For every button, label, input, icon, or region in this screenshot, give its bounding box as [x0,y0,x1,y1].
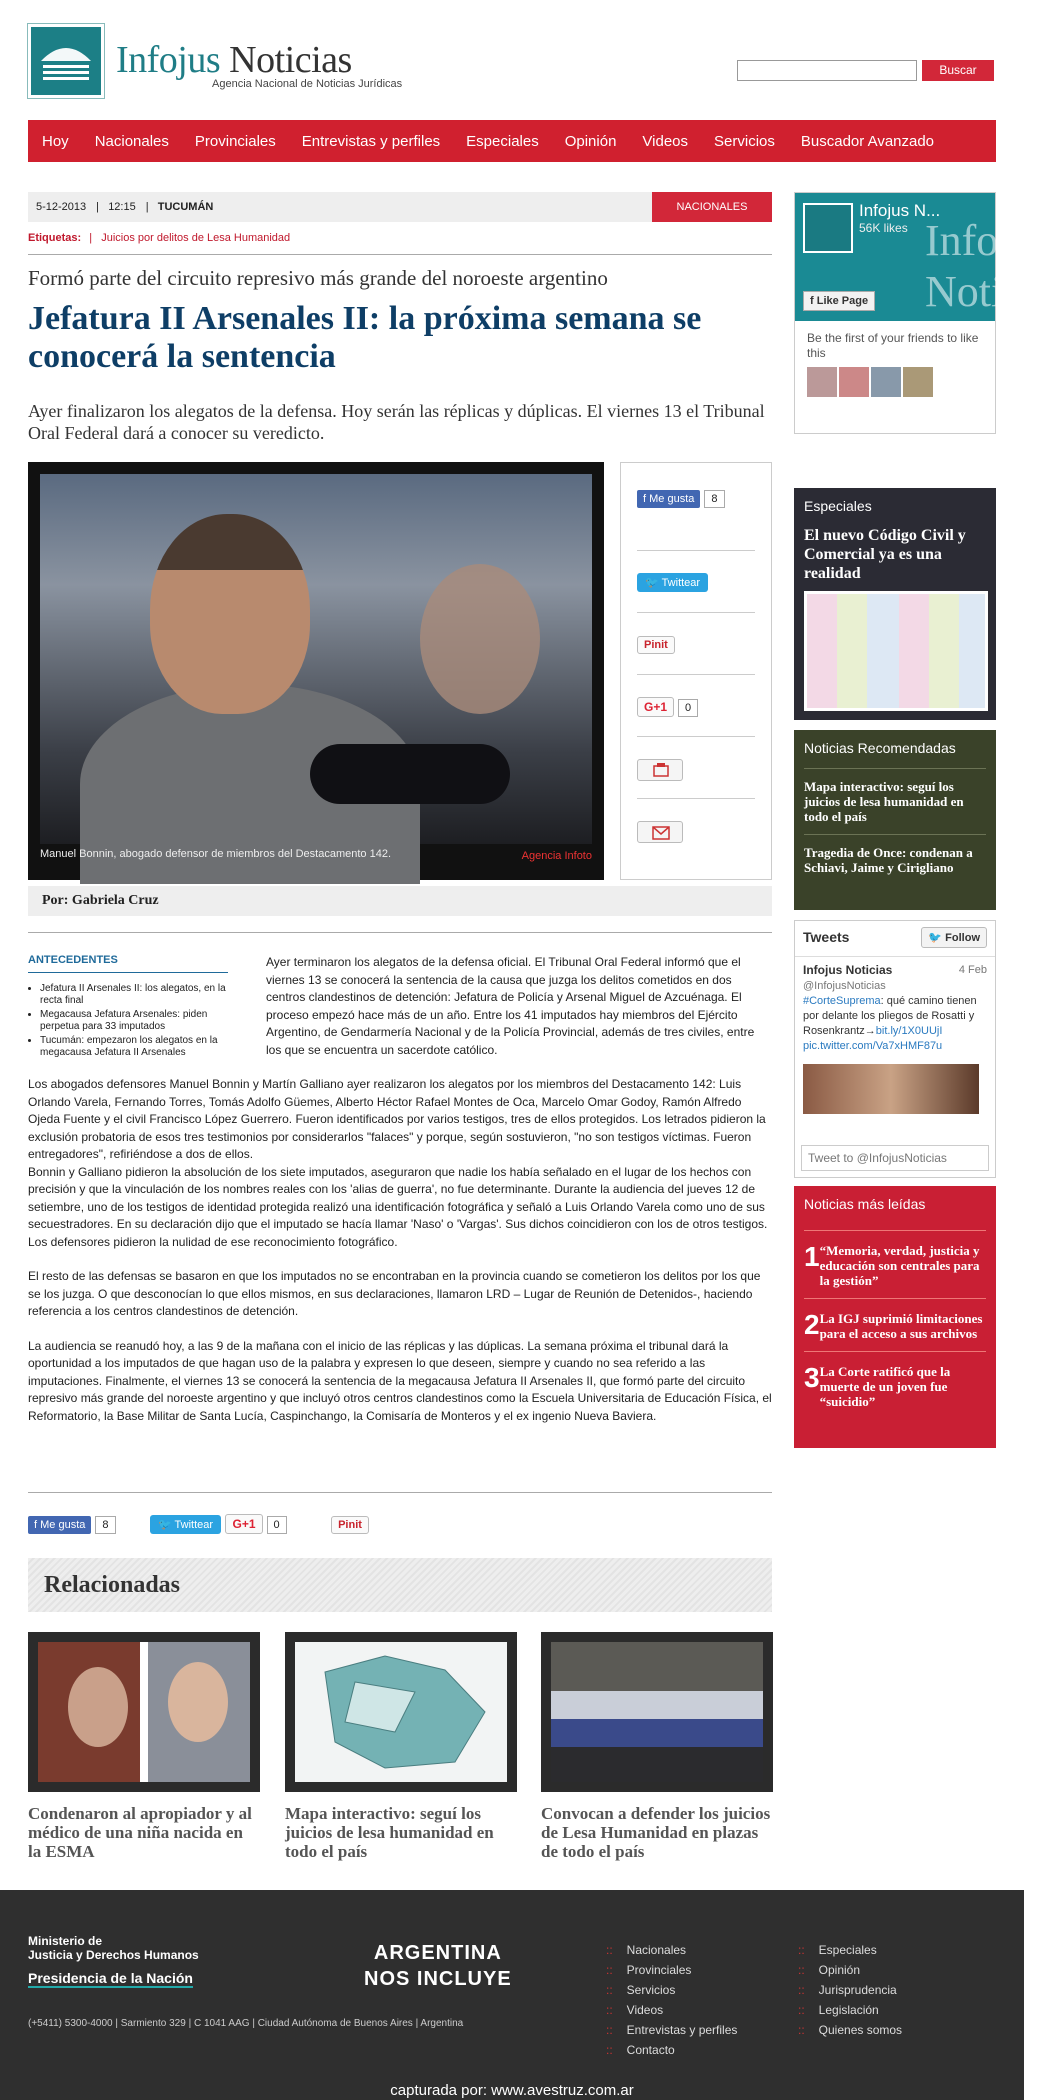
antecedente-link[interactable]: • Megacausa Jefatura Arsenales: piden perpetua para 33 imputados [40,1009,228,1033]
footer-link[interactable]: :: Servicios [606,1980,737,2000]
brand-name: Infojus Noticias [116,39,352,81]
tweet-button[interactable]: 🐦 Twittear [637,573,708,592]
related-headline[interactable]: Convocan a defender los juicios de Lesa Humanidad en plazas de todo el país [541,1804,771,1861]
friend-avatar[interactable] [871,367,901,397]
photo-credit: Agencia Infoto [521,850,592,862]
share-row [28,1514,772,1540]
footer-link[interactable]: :: Nacionales [606,1940,737,1960]
nav-item-buscador[interactable]: Buscador Avanzado [800,132,935,150]
brand-tagline: Agencia Nacional de Noticias Jurídicas [212,78,403,90]
tweets-title: Tweets [803,929,850,945]
article-headline: Jefatura II Arsenales II: la próxima semana se conocerá la sentencia [28,300,702,375]
footer-link[interactable]: :: Jurisprudencia [798,1980,902,2000]
section-badge[interactable]: NACIONALES [652,192,772,222]
paragraph: La audiencia se reanudó hoy, a las 9 de la mañana con el inicio de las réplicas y las dúplicas. La semana próxima el tribunal dará la oportunidad a los imputados de que hagan uso de la palabra y expresen lo que deseen, siempre y cuando no sea referido a las imputaciones. Finalmente, el viernes 13 se conocerá la sentencia de la megacausa Jefatura II Arsenales II, que formó parte del circuito represivo más grande del noroeste argentino y que incluyó otros centros clandestinos como la Escuela Universitaria de Educación Física, el Reformatorio, la Base Militar de Santa Lucía, Caspinchango, la Comisaría de Monteros y el ex ingenio Nueva Baviera. [28,1338,772,1423]
footer-link[interactable]: :: Entrevistas y perfiles [606,2020,737,2040]
footer-link[interactable]: :: Especiales [798,1940,902,1960]
facebook-cover-background-text: Infojus Noti [925,216,1050,316]
recommended-item[interactable]: Tragedia de Once: condenan a Schiavi, Jaime y Cirigliano [804,834,986,885]
tweet-compose-input[interactable]: Tweet to @InfojusNoticias [801,1145,989,1171]
friend-avatar[interactable] [839,367,869,397]
pinit-button[interactable]: Pinit [637,636,675,654]
tag-link[interactable]: Juicios por delitos de Lesa Humanidad [101,232,291,244]
article-tags: Etiquetas: | Juicios por delitos de Lesa Humanidad [28,232,291,244]
recommended-title: Noticias Recomendadas [804,740,956,756]
most-read-title: Noticias más leídas [804,1196,926,1212]
google-plus-count: 0 [267,1516,287,1534]
nav-item-opinion[interactable]: Opinión [564,132,617,150]
nav-item-nacionales[interactable]: Nacionales [94,132,169,150]
pinit-button[interactable]: Pinit [331,1516,369,1534]
tags-label: Etiquetas: [28,232,82,244]
capture-credit: capturada por: www.avestruz.com.ar [390,2082,634,2099]
divider [28,254,772,255]
main-nav [28,120,996,162]
related-item[interactable] [541,1632,773,1861]
article-place: TUCUMÁN [157,201,214,213]
tweet-link[interactable]: bit.ly/1X0UUjI [875,1025,943,1037]
most-read-item[interactable]: 1 “Memoria, verdad, justicia y educación son centrales para la gestión” [804,1230,986,1298]
friend-avatar[interactable] [807,367,837,397]
most-read-box [794,1186,996,1448]
google-plus-button[interactable]: G+1 [225,1514,262,1534]
footer-link[interactable]: :: Provinciales [606,1960,737,1980]
especiales-headline[interactable]: El nuevo Código Civil y Comercial ya es una realidad [804,527,966,582]
facebook-cover[interactable] [795,193,1050,321]
facebook-page-likes: 56K likes [859,221,908,235]
tweet-image[interactable] [803,1064,979,1114]
search-input[interactable] [737,60,917,81]
facebook-page-title: Infojus N... [859,201,941,220]
presidencia-logo[interactable]: Presidencia de la Nación [28,1970,193,1986]
search-button[interactable]: Buscar [922,60,994,81]
facebook-like-button[interactable]: f Me gusta [28,1516,91,1534]
nav-item-hoy[interactable]: Hoy [42,132,69,150]
tweet-pic-link[interactable]: pic.twitter.com/Va7xHMF87u [803,1040,943,1052]
tweet-author: Infojus Noticias [803,963,893,977]
article-meta: 5-12-2013 | 12:15 | TUCUMÁN [28,192,772,222]
ministry-logo[interactable]: Ministerio de Justicia y Derechos Humanos [28,1934,199,1962]
article-date: 5-12-2013 [36,201,87,213]
twitter-widget [794,920,996,1178]
tweet[interactable] [795,957,995,1060]
nav-item-videos[interactable]: Videos [642,132,689,150]
divider [28,932,772,933]
footer-links-a [606,1940,737,2060]
footer-address: (+5411) 5300-4000 | Sarmiento 329 | C 1041 AAG | Ciudad Autónoma de Buenos Aires | Argentina [28,2018,464,2029]
tweet-text: : qué camino tienen por delante los pliegos de Rosatti y Rosenkrantz→ [803,995,977,1037]
argentina-logo: ARGENTINA NOS INCLUYE [364,1942,512,1990]
most-read-item[interactable]: 2 La IGJ suprimió limitaciones para el acceso a sus archivos [804,1298,986,1351]
article-subhead: Ayer finalizaron los alegatos de la defensa. Hoy serán las réplicas y dúplicas. El viernes 13 el Tribunal Oral Federal dará a conocer su veredicto. [28,401,765,443]
antecedente-link[interactable]: • Jefatura II Arsenales II: los alegatos, en la recta final [40,983,228,1007]
related-headline[interactable]: Condenaron al apropiador y al médico de una niña nacida en la ESMA [28,1804,252,1861]
facebook-friends-text: Be the first of your friends to like this [807,331,979,360]
logo-mark-icon [28,24,104,98]
paragraph: Ayer terminaron los alegatos de la defensa oficial. El Tribunal Oral Federal informó que el viernes 13 se conocerá la sentencia de la causa que juzga los delitos cometidos en dos centros clandestinos de detención: Jefatura de Policía y Arsenal Miguel de Azcuénaga. El proceso empezó hace más de un año. Entre los 41 imputados hay miembros del Ejército Argentino, de Gendarmería Nacional y de la Policía Provincial, además de tres civiles, entre los que se encuentra un sacerdote católico. [266,955,755,1057]
twitter-follow-button[interactable]: 🐦 Follow [921,927,987,948]
paragraph: Bonnin y Galliano pidieron la absolución de los siete imputados, aseguraron que nadie los había señalado en el lugar de los hechos con precisión y que la vinculación de los nombres reales con los 'alias de guerra', no fue determinante. Durante la audiencia del jueves 12 de setiembre, uno de los testigos de identidad protegida realizó una identificación fotográfica y señaló a Luis Orlando Varela como uno de sus secuestradores. En su declaración dijo que el imputado se hacía llamar 'Naso' o 'Vargas'. Sus dichos coincidieron con los de otros testigos. Los defensores pidieron la nulidad de ese reconocimiento fotográfico. [28,1164,768,1249]
article-kicker: Formó parte del circuito represivo más grande del noroeste argentino [28,266,608,290]
tweet-date: 4 Feb [958,964,987,976]
article-author: Por: Gabriela Cruz [28,886,772,916]
site-footer [0,1890,1024,2100]
footer-link[interactable]: :: Quienes somos [798,2020,902,2040]
friend-avatar[interactable] [903,367,933,397]
especiales-image[interactable] [804,591,988,711]
footer-link[interactable]: :: Opinión [798,1960,902,1980]
facebook-like-page-button[interactable]: f Like Page [803,291,875,311]
google-plus-count: 0 [678,699,698,717]
article-time: 12:15 [108,201,136,213]
most-read-item[interactable]: 3 La Corte ratificó que la muerte de un joven fue “suicidio” [804,1351,986,1419]
footer-links-b [798,1940,902,2040]
paragraph: El resto de las defensas se basaron en que los imputados no se encontraban en la provincia cuando se cometieron los delitos por los que se los juzga. O que desconocían lo que ellos mismos, en sus declaraciones, llamaron LRD – Lugar de Reunión de Detenidos-, haciendo referencia a los centros clandestinos de detención. [28,1269,761,1318]
photo-caption: Manuel Bonnin, abogado defensor de miembros del Destacamento 142. [40,848,392,860]
site-logo[interactable] [28,24,408,104]
tweet-handle: @InfojusNoticias [803,980,886,992]
related-item[interactable] [28,1632,260,1861]
tweet-button[interactable]: 🐦 Twittear [150,1515,221,1534]
antecedentes-title: ANTECEDENTES [28,954,228,973]
share-panel [620,462,772,880]
email-icon[interactable] [637,821,683,843]
article-photo [28,462,604,880]
photo-image [40,474,592,844]
related-headline[interactable]: Mapa interactivo: seguí los juicios de lesa humanidad en todo el país [285,1804,494,1861]
related-item[interactable] [285,1632,517,1861]
nav-item-especiales[interactable]: Especiales [466,132,539,150]
paragraph: Los abogados defensores Manuel Bonnin y Martín Galliano ayer realizaron los alegatos por los miembros del Destacamento 142: Luis Orlando Varela, Fernando Torres, Tomás Adolfo Güemes, Alberto Héctor Rafael Montes de Oca, Marcelo Omar Godoy, Ramón Alfredo Ojeda Fuente y el civil Francisco López Guerrero. Fueron identificados por varios testigos, tres de ellos protegidos. Los letrados pidieron la exclusión probatoria de esos tres testimonios por considerarlos "falaces" y porque, según sostuvieron, "no son testigos víctimas. Fueron entregadores", refiriéndose a dos de ellos. [28,1077,766,1161]
facebook-like-button[interactable]: f Me gusta [637,490,700,508]
divider [28,1492,772,1493]
tweet-hashtag[interactable]: #CorteSuprema [803,995,881,1007]
related-title: Relacionadas [28,1558,772,1612]
print-icon[interactable] [637,759,683,781]
facebook-like-count: 8 [704,490,724,508]
nav-item-provinciales[interactable]: Provinciales [194,132,276,150]
footer-link[interactable]: :: Contacto [606,2040,737,2060]
antecedentes-box [28,954,228,1061]
facebook-page-widget [794,192,1050,434]
recommended-box [794,730,996,910]
antecedente-link[interactable]: • Tucumán: empezaron los alegatos en la megacausa Jefatura II Arsenales [40,1035,228,1059]
especiales-box [794,488,996,720]
footer-link[interactable]: :: Legislación [798,2000,902,2020]
facebook-like-count: 8 [95,1516,115,1534]
nav-item-servicios[interactable]: Servicios [714,132,775,150]
facebook-page-logo-icon [803,203,853,253]
nav-item-entrevistas[interactable]: Entrevistas y perfiles [301,132,441,150]
recommended-item[interactable]: Mapa interactivo: seguí los juicios de lesa humanidad en todo el país [804,768,986,834]
google-plus-button[interactable]: G+1 [637,697,674,717]
especiales-title: Especiales [804,498,872,514]
footer-link[interactable]: :: Videos [606,2000,737,2020]
